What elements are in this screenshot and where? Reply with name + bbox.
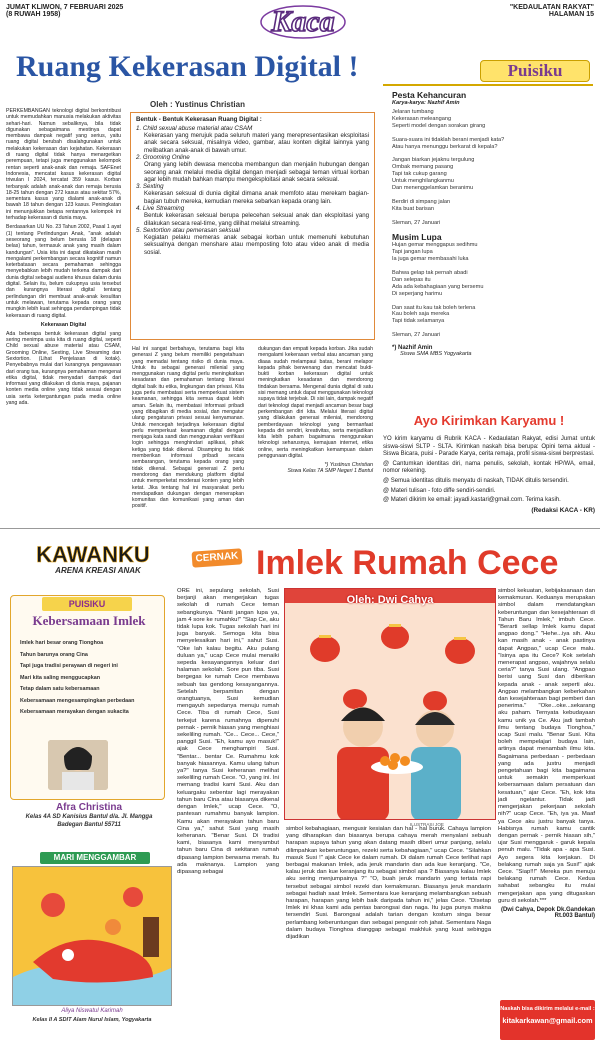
- svg-text:Kaca: Kaca: [271, 5, 335, 38]
- article-subhead: Kekerasan Digital: [40, 321, 87, 328]
- page-number: HALAMAN 15: [548, 11, 594, 18]
- forms-box: [130, 112, 375, 340]
- svg-text:Imlek Rumah Cece: Imlek Rumah Cece: [256, 544, 559, 582]
- poem-line: Sleman, 27 Januari: [392, 219, 441, 226]
- kids-poem-title: Kebersamaan Imlek: [32, 613, 146, 628]
- poem-line: Kau boleh saja mereka: [392, 311, 450, 318]
- email-box: [500, 1000, 595, 1040]
- article-author-school: Siswa Kelas 7A SMP Negeri 1 Bantul: [287, 468, 373, 475]
- box-item: 2. Grooming Online Orang yang lebih dewasa mencoba membangun dan menjalin hubungan dengan seorang anak melalui media digital dengan menjadi sebagai teman virtual korban agar lebih mudah bahkan mampu mengeksploitasi anak secara seksual.: [136, 154, 369, 184]
- story-title: [250, 538, 595, 582]
- issue-hijri: (8 RUWAH 1958): [6, 11, 61, 18]
- article-author: *) Yustinus Christian: [324, 462, 373, 469]
- poem-line: Kebersamaan mengesampingkan perbedaan: [20, 697, 135, 704]
- poem-line: Jelaran tumbang: [392, 109, 434, 115]
- article-col3: dukungan dan empati kepada korban. Jika sudah mengalami kekerasan verbal atau ancaman yang diaaa sudah melampaui batas, berani melapor kepada pihak berwenang dan mencatat bukti-bukti korban kekerasan digital untuk meningkatkan kesadaran dan mendorong tindakan bersama. Mengenal dunia digital di satu sisi memang untuk dapat menggunakan teknologi supaya tidak terjebak. Di sisi lain, dampak negatif dari teknologi dapat menjadi ancaman besar bagi perkembangan diri kita. Melalui literasi digital yang dilakukan generasi milenial, mendorong pemberdayaan teknologi yang bermanfaat kepada diri sendiri, kreativitas, serta menjadikan kita lebih paham bagaimana menggunakan teknologi seharusnya, kemajuan internet, etika online, serta meningkatkan kemampuan dalam penggunaan digital.: [258, 346, 373, 460]
- kids-poet-name: Afra Christina: [55, 802, 123, 813]
- poem-line: [392, 213, 592, 220]
- drawer-name: Aliya Niswatul Karimah: [61, 1008, 123, 1014]
- article-col1-b: Berdasarkan UU No. 23 Tahun 2002, Pasal 1 ayat (1) tentang Perlindungan Anak, "anak adalah seseorang yang belum berusia 18 (delapan belas) tahun, termasuk anak yang masih dalam kandungan". Usia kita ini dapat dikatakan masih mengalami perkembangan secara kognitif namun keterbatasan secara pemahaman sehingga menyebabkan lebih mudah terkena dampak dari dunia digital sebagai audiens khusus dalam dunia digital. Selain itu, belum cukupnya usia tersebut dan kurangnya literasi digital tentang perlindungan diri membuat anak-anak kesulitan untuk melawan, terutama kepada orang yang mungkin lebih kuat sehingga pendampingan tidak kekerasan di ruang digital.: [6, 224, 121, 319]
- poem-line: [392, 150, 592, 157]
- kids-poet-school: Kelas 4A SD Kanisius Bantul d/a. Jl. Mangga Badegan Bantul 55711: [25, 814, 153, 828]
- ayo-rule: @ Semua identitas ditulis menyatu di naskah, TIDAK ditulis tersendiri.: [383, 477, 569, 484]
- poem2-body: [392, 242, 592, 339]
- paper-name: "KEDAULATAN RAKYAT": [509, 4, 594, 11]
- ayo-title: Ayo Kirimkan Karyamu !: [413, 413, 565, 428]
- poet-photo: [48, 740, 108, 790]
- poem-line: Seperti model dengan sorakan girang: [392, 122, 486, 129]
- kawanku-logo: [18, 538, 168, 578]
- kids-poem-body: [20, 638, 165, 719]
- puisi-badge: PUISIKU: [42, 597, 132, 611]
- poem-line: Berdiri di simpang jalan: [392, 198, 451, 205]
- poem-line: Dan menenggelamkan beranimu: [392, 184, 474, 191]
- ayo-text: YO kirim karyamu di Rubrik KACA - Kedaulatan Rakyat, edisi Jumat untuk siswa-siswi SLTP - SLTA. Kirimkan naskah bisa berupa: Opini tema aktual - Siswa Bicara, puisi - Parade Karya, cerita remaja, profil siswa-siswi berprestasi.: [383, 436, 595, 458]
- poem-line: Mari kita saling menggucapkan: [20, 674, 100, 681]
- email-address: kitakarkawan@gmail.com: [502, 1016, 593, 1025]
- poem-line: Tapi tidak selamanya: [392, 318, 445, 325]
- poem-line: Tetap dalam satu kebersamaan: [20, 686, 100, 692]
- ayo-signature: (Redaksi KACA - KR): [531, 506, 595, 514]
- cernak-badge: CERNAK: [192, 548, 243, 567]
- poem-line: Dan selepas itu: [392, 276, 431, 283]
- illustration-credit: ILUSTRASI JOE: [410, 822, 444, 827]
- puisiku-badge: Puisiku: [480, 60, 590, 82]
- box-item: 5. Sextortion atau pemerasan seksual Kegiatan pelaku memeras anak sebagai korban untuk memenuhi kebutuhan seksualnya dengan menshare atau memposting foto atau video anak di media sosial.: [136, 227, 369, 256]
- box-item: 1. Child sexual abuse material atau CSAM Kekerasan yang merujuk pada seluruh materi yang merepresentasikan eksploitasi anak secara seksual, misalnya video, gambar, atau konten digital lainnya yang melibatkan anak-anak di bawah umur.: [136, 125, 369, 154]
- drawer-school: Kelas II A SDIT Alam Nurul Islam, Yogyakarta: [32, 1017, 152, 1023]
- kaca-logo: [258, 0, 348, 42]
- poem-line: Imlek hari besar orang Tionghoa: [20, 640, 104, 646]
- story-col3: simbol kekuatan, kebijaksanaan dan kemakmuran. Keduanya merupakan simbol dalam mendatangkan keberuntungan dan kesejahteraan di Tahun Baru Imlek," imbuh Cece. "Berarti sellap Imlek kamu dapat angpao dong." "Hehe...iya sih. Aku kan masih anak - anak pastinya dapat Angpao," ucap Cece malu. "Isinya apa itu Cece? Kok setelah menerapat angpao, wajahnya selalu ceria?" tanya Susi ulang. "Angpao berisi uang Susi dan diberikan kepada anak - anak seperti aku. Angpao melambangkan keberkahan dan kesejahteraan bagi pemberi dan penerima." "Oke...oke...sekarang aku paham. Ternyata kebudayaan kamu unik ya Ce. Aku jadi tambah ilmu tentang budaya Tionghoa," ucap Susi malu. "Benar Susi. Kita boleh mempelajari budaya lain, artinya dapat menambah ilmu kita. Bagaimana perbedaan - perbedaan yang ada justru menjadi pengetahuan bagi kita bagaimana untuk semakin memperkuat kebersamaan dalam persatuan dan kesatuan," ajar Cece. "Eh, kok kita jadi ngelantur. Tidak jadi mengerjakan pekerjaan sekolah nih?" ucap Cece. "Eh, iya ya. Maaf ya Cece aku justru banyak tanya. Habisnya rumah kamu cantik dengan pernak - pernik hiasan sih," ujar Susi menggaruk - garuk kepala penuh malu. "Tidak apa - apa Susi. Ayo segera kita kerjakan. Di belakang rumah saja ya Susi!" ajak Cece. "Siap!!!" Mereka pun menuju belakang rumah Cece. Kedua sahabat sebangku itu mulai mengerjakan apa yang ditugaskan guru di sekolah.***: [498, 588, 595, 904]
- poem2-title: Musim Lupa: [392, 232, 442, 243]
- illustration-byline: Oleh: Dwi Cahya: [346, 594, 434, 606]
- story-col1: ORE ini, sepulang sekolah, Susi berjanji akan mengerjakan tugas sekolah di rumah Cece teman sebangkunya. "Nanti jangan lupa ya, jam 4 sore ke rumahku!" "Siap Ce, aku tidak lupa kok. Tugas sekolah hari ini juga banyak. Semoga kita bisa menyelesaikan hari ini," sahut Susi. "Oke lah kalau begitu. Aku pulang duluan ya," ucap Cece mulai menaiki sepeda kesayangannya keluar dari halaman sekolah. Sore pun tiba. Susi bergegas ke rumah Cece membawa sebuah tas gendong kesayangannya. Setelah berpamitan dengan orangtuanya, Susi kemudian mengayuh sepedanya menuju rumah Cece. Tiba di rumah Cece, Susi terkejut karena rumahnya dipenuhi pernak - pernik hiasan yang menghiasi sekeliling rumah. "Ce... Cece... Cece," panggil Susi. "Eh, kamu ayo masuk!" ajak Cece menghampiri Susi. "Bentar... bentar Ce. Rumahmu kok banyak hiasannya. Kamu ulang tahun ya?" tanya Susi keheranan melihat sekeliling rumah Cece. "O, yang ini. Ini memang tradisi kami Susi. Aku dan keluargaku sebentar lagi merayakan tahun baru Cina atau biasanya dikenal dengan Imlek," ucap Cece. "O, pantesan rumahmu banyak lampion. Kamu akan merayakan tahun baru Cina ya," sahut Susi yang masih keheranan. "Benar Susi. Di tradisi kami, biasanya kami menyambut tahun baru Cina di sekitaran rumah dipasang lampion berwarna merah. Itu ada maknanya. Lampion yang dipasang sebagai: [177, 588, 279, 875]
- article-byline: Oleh : Yustinus Christian: [150, 100, 245, 109]
- article-col1: PERKEMBANGAN teknologi digital berkontribusi untuk memudahkan manusia melakukan aktivitas sehari-hari. Namun sebaliknya, bila tidak digunakan sebagaimana mestinya dapat membawa dampak negatif yang serius, yaitu ruang digital berubah disalahgunakan untuk melakukan kekerasan dan kejahatan. Kekerasan di ruang digital tidak hanya menargetkan perempuan, tetapi juga menggunakan kelompok rentan seperti anak-anak dan remaja. SAFEnet Indonesia, mencatat kasus kekerasan digital triwulan I 2024, tercatat 359 kasus. Korban terbanyak adalah anak-anak dan remaja berusia 18-25 tahun dengan 272 kasus atau sekitar 57%, sementara kasus yang dialami anak-anak di bawah 18 tahun dengan 123 kasus. Peningkatan ini menunjukkan betapa rentannya kelompok ini terhadap kekerasan di dunia maya.: [6, 108, 121, 222]
- story-illustration: [284, 588, 496, 820]
- svg-text:KAWANKU: KAWANKU: [36, 542, 150, 567]
- poet-school: Siswa SMA MBS Yogyakarta: [400, 351, 472, 358]
- poem-line: [392, 192, 592, 199]
- box-item: 3. Sexting Kekerasan seksual di dunia digital dimana anak memfoto atau merekam bagian-bagian tubuh mereka, kemudian mereka sebarkan kepada orang lain.: [136, 183, 369, 205]
- ayo-rule: @ Materi tulisan - foto diffe sendiri-sendiri.: [383, 487, 496, 494]
- poem1-body: [392, 109, 592, 226]
- issue-date: JUMAT KLIWON, 7 FEBRUARI 2025: [6, 4, 124, 11]
- article-col1-c: Ada beberapa bentuk kekerasan digital yang sering menimpa usia kita di ruang digital, seperti Child sexual abuse material atau CSAM, Grooming Online, Sexting, Live Streaming dan Sextortion. (Lihat Penjelasan di kotak). Penyebabnya mulai dari kurangnya pengawasan dari orang tua, kurangnya pemahaman mengenai etika digital, tidak menyadari dampak dari informasi yang dilakukan di dunia maya, pajanan konten media online yang tidak sesuai dengan usia serta ketergantungan pada media online yang ada.: [6, 330, 121, 407]
- poem-line: Dan saat itu kau tak boleh terlena: [392, 304, 476, 311]
- poem-line: Sleman, 27 Januari: [392, 332, 441, 339]
- draw-title: MARI MENGGAMBAR: [40, 852, 150, 864]
- poem-line: Di seperjang harimu: [392, 290, 443, 297]
- poet-name: *) Nazhif Amin: [392, 345, 433, 352]
- poem-line: Ia juga gemar membasahi luka: [392, 256, 469, 263]
- poem-line: Kekerasan meleangang: [392, 115, 452, 122]
- box-item: 4. Live Streaming Bentuk kekerasan seksual berupa pelecehan seksual anak dan eksploitasi yang dilakukan secara real-time, yang dilihat melalui streaming.: [136, 205, 369, 227]
- kids-drawing: [12, 866, 172, 1006]
- poem-line: Tapi tak cukup garang: [392, 171, 447, 178]
- poem-line: Tapi jangan lupa: [392, 249, 433, 256]
- poem-line: Jangan biarkan jejaknu tergulung: [392, 157, 475, 164]
- ayo-rule: @ Cantumkan identitas diri, nama penulis, sekolah, kontak HP/WA, email, nomor rekening.: [383, 460, 595, 475]
- poem-line: Tapi juga tradisi perayaan di negeri ini: [20, 663, 118, 669]
- poem-line: Ada ada kebahagiaan yang bersemu: [392, 283, 484, 290]
- svg-text:ARENA KREASI ANAK: ARENA KREASI ANAK: [55, 566, 141, 575]
- poem-line: [392, 325, 592, 332]
- story-signature: (Dwi Cahya, Depok Dk.Gandekan Rt.003 Bantul): [500, 906, 595, 919]
- poem-line: [392, 263, 592, 270]
- poem-line: Kita buat barisan: [392, 205, 434, 212]
- article-col2: Hal ini sangat berbahaya, terutama bagi kita generasi Z yang belum memiliki pengetahuan yang memadai tentang risiko di dunia maya. Untuk itu sebagai generasi milenial yang menggunakan ruang digital perlu meningkatkan kesadaran dan pemahaman tentang literasi digital baik itu etika, lingkungan dan privasi. Kita juga perlu membatasi serta memperkuat sistem keamanan, sehingga kita semua dapat lebih aman. Selain itu, membatasi informasi pribadi yang dibagikan di media sosial, dan mengatur ulang pengaturan privasi sesuai kenyamanan. Untuk mencegah terjadinya kekerasan digital perlu memperkuat keamanan digital dengan menjaga kata sandi dan menggunakan verifikasi login sehingga menghindari aplikasi, pihak ketiga yang tidak dikenal. Disamping itu tidak memberikan informasi pribadi secara sembarangan, terutama kepada orang yang tidak dikenal. Sebagai generasi Z perlu mendorong dan mendukung platform digital untuk memperketat moderasi konten yang lebih ketat. Jika tentang hal ini masyarakat perlu mendapatkan dukungan dengan menerapkan komunitas dan komunikasi yang aman dan positif.: [132, 346, 244, 510]
- poem1-author: Karya-karya: Nazhif Amin: [392, 100, 460, 106]
- poem-line: [392, 298, 592, 305]
- poem-line: Suara-suara ini tidaklah berani menjadi kata?: [392, 136, 505, 143]
- article-title: [6, 44, 406, 84]
- poem1-title: Pesta Kehancuran: [392, 90, 467, 100]
- story-col2: simbol kebahagiaan, mengusir kesialan dan hal - hal buruk. Cahaya lampion yang diharapkan dan biasanya berupa cahaya merah menyalani sebuah harapan supaya tahun yang akan datang masih diberi umur panjang, selalu dilimpahkan keberuntungan, rezeki serta kebahagiaan," ucap Cece. "Silahkan masuk Susi !" ajak Cece ke dalam rumah. Di dalam rumah Cece terlihat rapi berbagai makanan Imlek, ada jeruk mandarin dan ada kue keranjang. "Ce, kalau jeruk dan kue keranjang itu sebagai simbol apa ? Biasanya kalau Imlek aku sering menjumpainya ?" "O, buah jeruk mandarin yang tertata rapi tersebut sebagai simbol rezeki dan kemakmuran. Biasanya jeruk mandarin sebagai hadiah saat Imlek. Sementara kue keranjang melambangkan sebuah harapan, harapan yang lebih baik daripada tahun ini," jelas Cece. "Disetap Imlek ini khas kami ada pentas barongsai dan naga. Itu juga punya makna tersendiri Susi. Barongsai adalah tarian dengan kostum singa besar perlambang keberuntungan dan sebagai pengusir roh jahat. Sementara Naga dalam budaya Tionghoa dianggap sebagai makhluk yang kuat sebingga dijadikan: [286, 826, 491, 941]
- poem-line: Kebersamaan merayakan dengan sukacita: [20, 709, 129, 715]
- poem-line: Tahun barunya orang Cina: [20, 651, 88, 658]
- poem-line: [392, 130, 592, 137]
- email-label: Naskah bisa dikirim melalui e-mail :: [500, 1006, 595, 1012]
- box-title: Bentuk - Bentuk Kekerasan Ruang Digital :: [136, 116, 262, 123]
- ayo-rule: @ Materi dikirim ke email: jayadi.kastari@gmail.com. Terima kasih.: [383, 497, 561, 504]
- poem-line: Atau hanya menunggu berkarat di kepala?: [392, 143, 498, 150]
- poem-line: Untuk menghilangkanmu: [392, 178, 454, 185]
- poem-line: Hujan gemar menggapus sedihmu: [392, 242, 478, 249]
- svg-text:Ruang Kekerasan Digital !: Ruang Kekerasan Digital !: [16, 50, 359, 83]
- poem-line: Bahwa gelap tak pernah abadi: [392, 270, 468, 277]
- poem-line: Ombak memang pasang: [392, 164, 454, 171]
